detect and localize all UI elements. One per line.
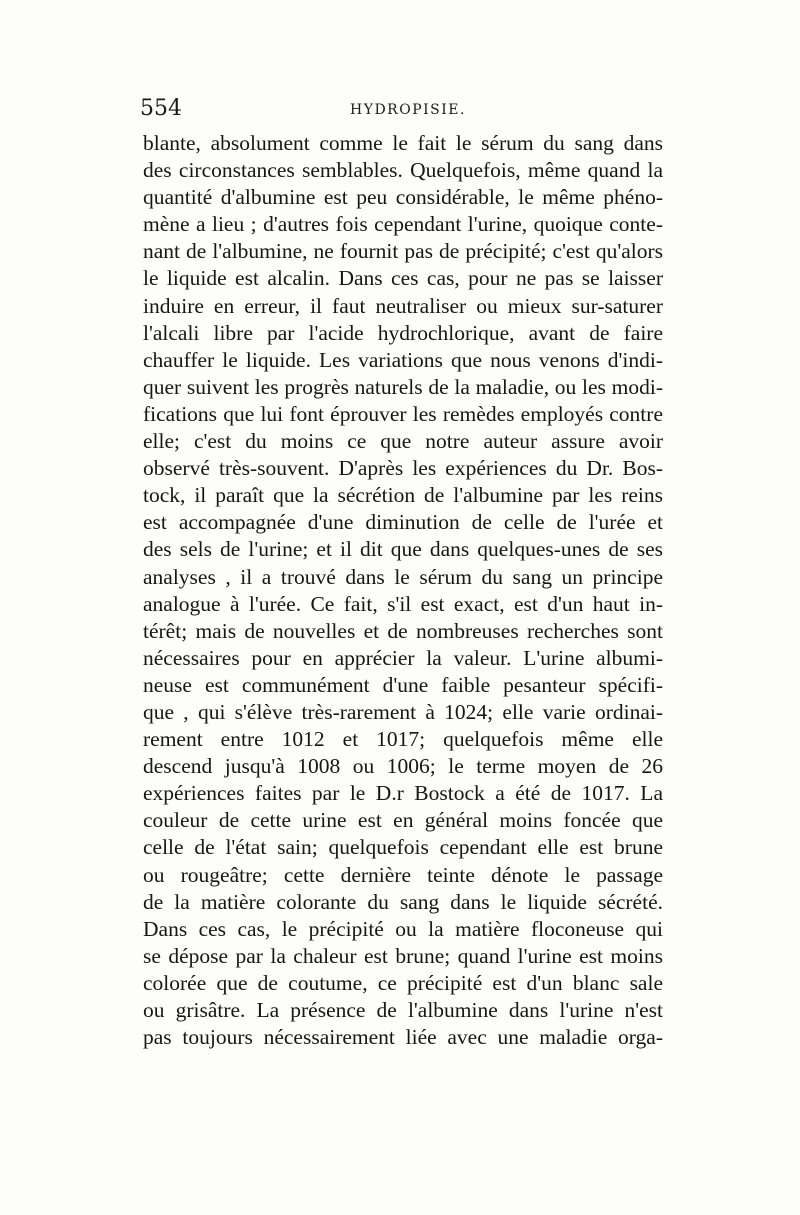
text-line: quer suivent les progrès naturels de la maladie, ou les modi- (143, 374, 663, 399)
text-line: expériences faites par le D.r Bostock a été de 1017. La (143, 781, 663, 806)
text-line: elle; c'est du moins ce que notre auteur assure avoir (143, 429, 663, 454)
text-line: que , qui s'élève très-rarement à 1024; elle varie ordinai- (143, 699, 663, 724)
text-line: se dépose par la chaleur est brune; quand l'urine est moins (143, 943, 663, 968)
text-line: neuse est communément d'une faible pesanteur spécifi- (143, 672, 663, 697)
text-line: tock, il paraît que la sécrétion de l'albumine par les reins (143, 483, 663, 508)
page-header (140, 96, 660, 126)
text-line: l'alcali libre par l'acide hydrochlorique, avant de faire (143, 320, 663, 345)
text-line: blante, absolument comme le fait le sérum du sang dans (143, 131, 663, 155)
text-line: térêt; mais de nouvelles et de nombreuses recherches sont (143, 618, 663, 643)
running-head: HYDROPISIE. (350, 102, 466, 118)
text-line: nant de l'albumine, ne fournit pas de précipité; c'est qu'alors (143, 239, 663, 264)
text-line: colorée que de coutume, ce précipité est d'un blanc sale (143, 970, 663, 995)
text-line: fications que lui font éprouver les remèdes employés contre (143, 401, 663, 426)
text-line: celle de l'état sain; quelquefois cependant elle est brune (143, 835, 663, 860)
text-line: nécessaires pour en apprécier la valeur. L'urine albumi- (143, 645, 663, 670)
text-line: observé très-souvent. D'après les expériences du Dr. Bos- (143, 456, 663, 481)
text-line: analogue à l'urée. Ce fait, s'il est exact, est d'un haut in- (143, 591, 663, 616)
text-line: mène a lieu ; d'autres fois cependant l'urine, quoique conte- (143, 212, 663, 237)
text-line: analyses , il a trouvé dans le sérum du sang un principe (143, 564, 663, 589)
text-line: quantité d'albumine est peu considérable, le même phéno- (143, 185, 663, 210)
text-line: induire en erreur, il faut neutraliser ou mieux sur-saturer (143, 293, 663, 318)
text-line: chauffer le liquide. Les variations que nous venons d'indi- (143, 347, 663, 372)
text-line: le liquide est alcalin. Dans ces cas, pour ne pas se laisser (143, 266, 663, 291)
text-line: ou rougeâtre; cette dernière teinte dénote le passage (143, 862, 663, 887)
text-line: de la matière colorante du sang dans le liquide sécrété. (143, 889, 663, 914)
text-line: pas toujours nécessairement liée avec une maladie orga- (143, 1025, 663, 1050)
text-line: couleur de cette urine est en général moins foncée que (143, 808, 663, 833)
text-line: des circonstances semblables. Quelquefois, même quand la (143, 158, 663, 183)
text-line: Dans ces cas, le précipité ou la matière floconeuse qui (143, 916, 663, 941)
page-number: 554 (140, 96, 182, 121)
text-line: ou grisâtre. La présence de l'albumine dans l'urine n'est (143, 998, 663, 1022)
text-line: rement entre 1012 et 1017; quelquefois même elle (143, 727, 663, 752)
body-text (143, 130, 663, 1051)
text-line: des sels de l'urine; et il dit que dans quelques-unes de ses (143, 537, 663, 562)
text-line: est accompagnée d'une diminution de celle de l'urée et (143, 510, 663, 535)
text-line: descend jusqu'à 1008 ou 1006; le terme moyen de 26 (143, 754, 663, 779)
